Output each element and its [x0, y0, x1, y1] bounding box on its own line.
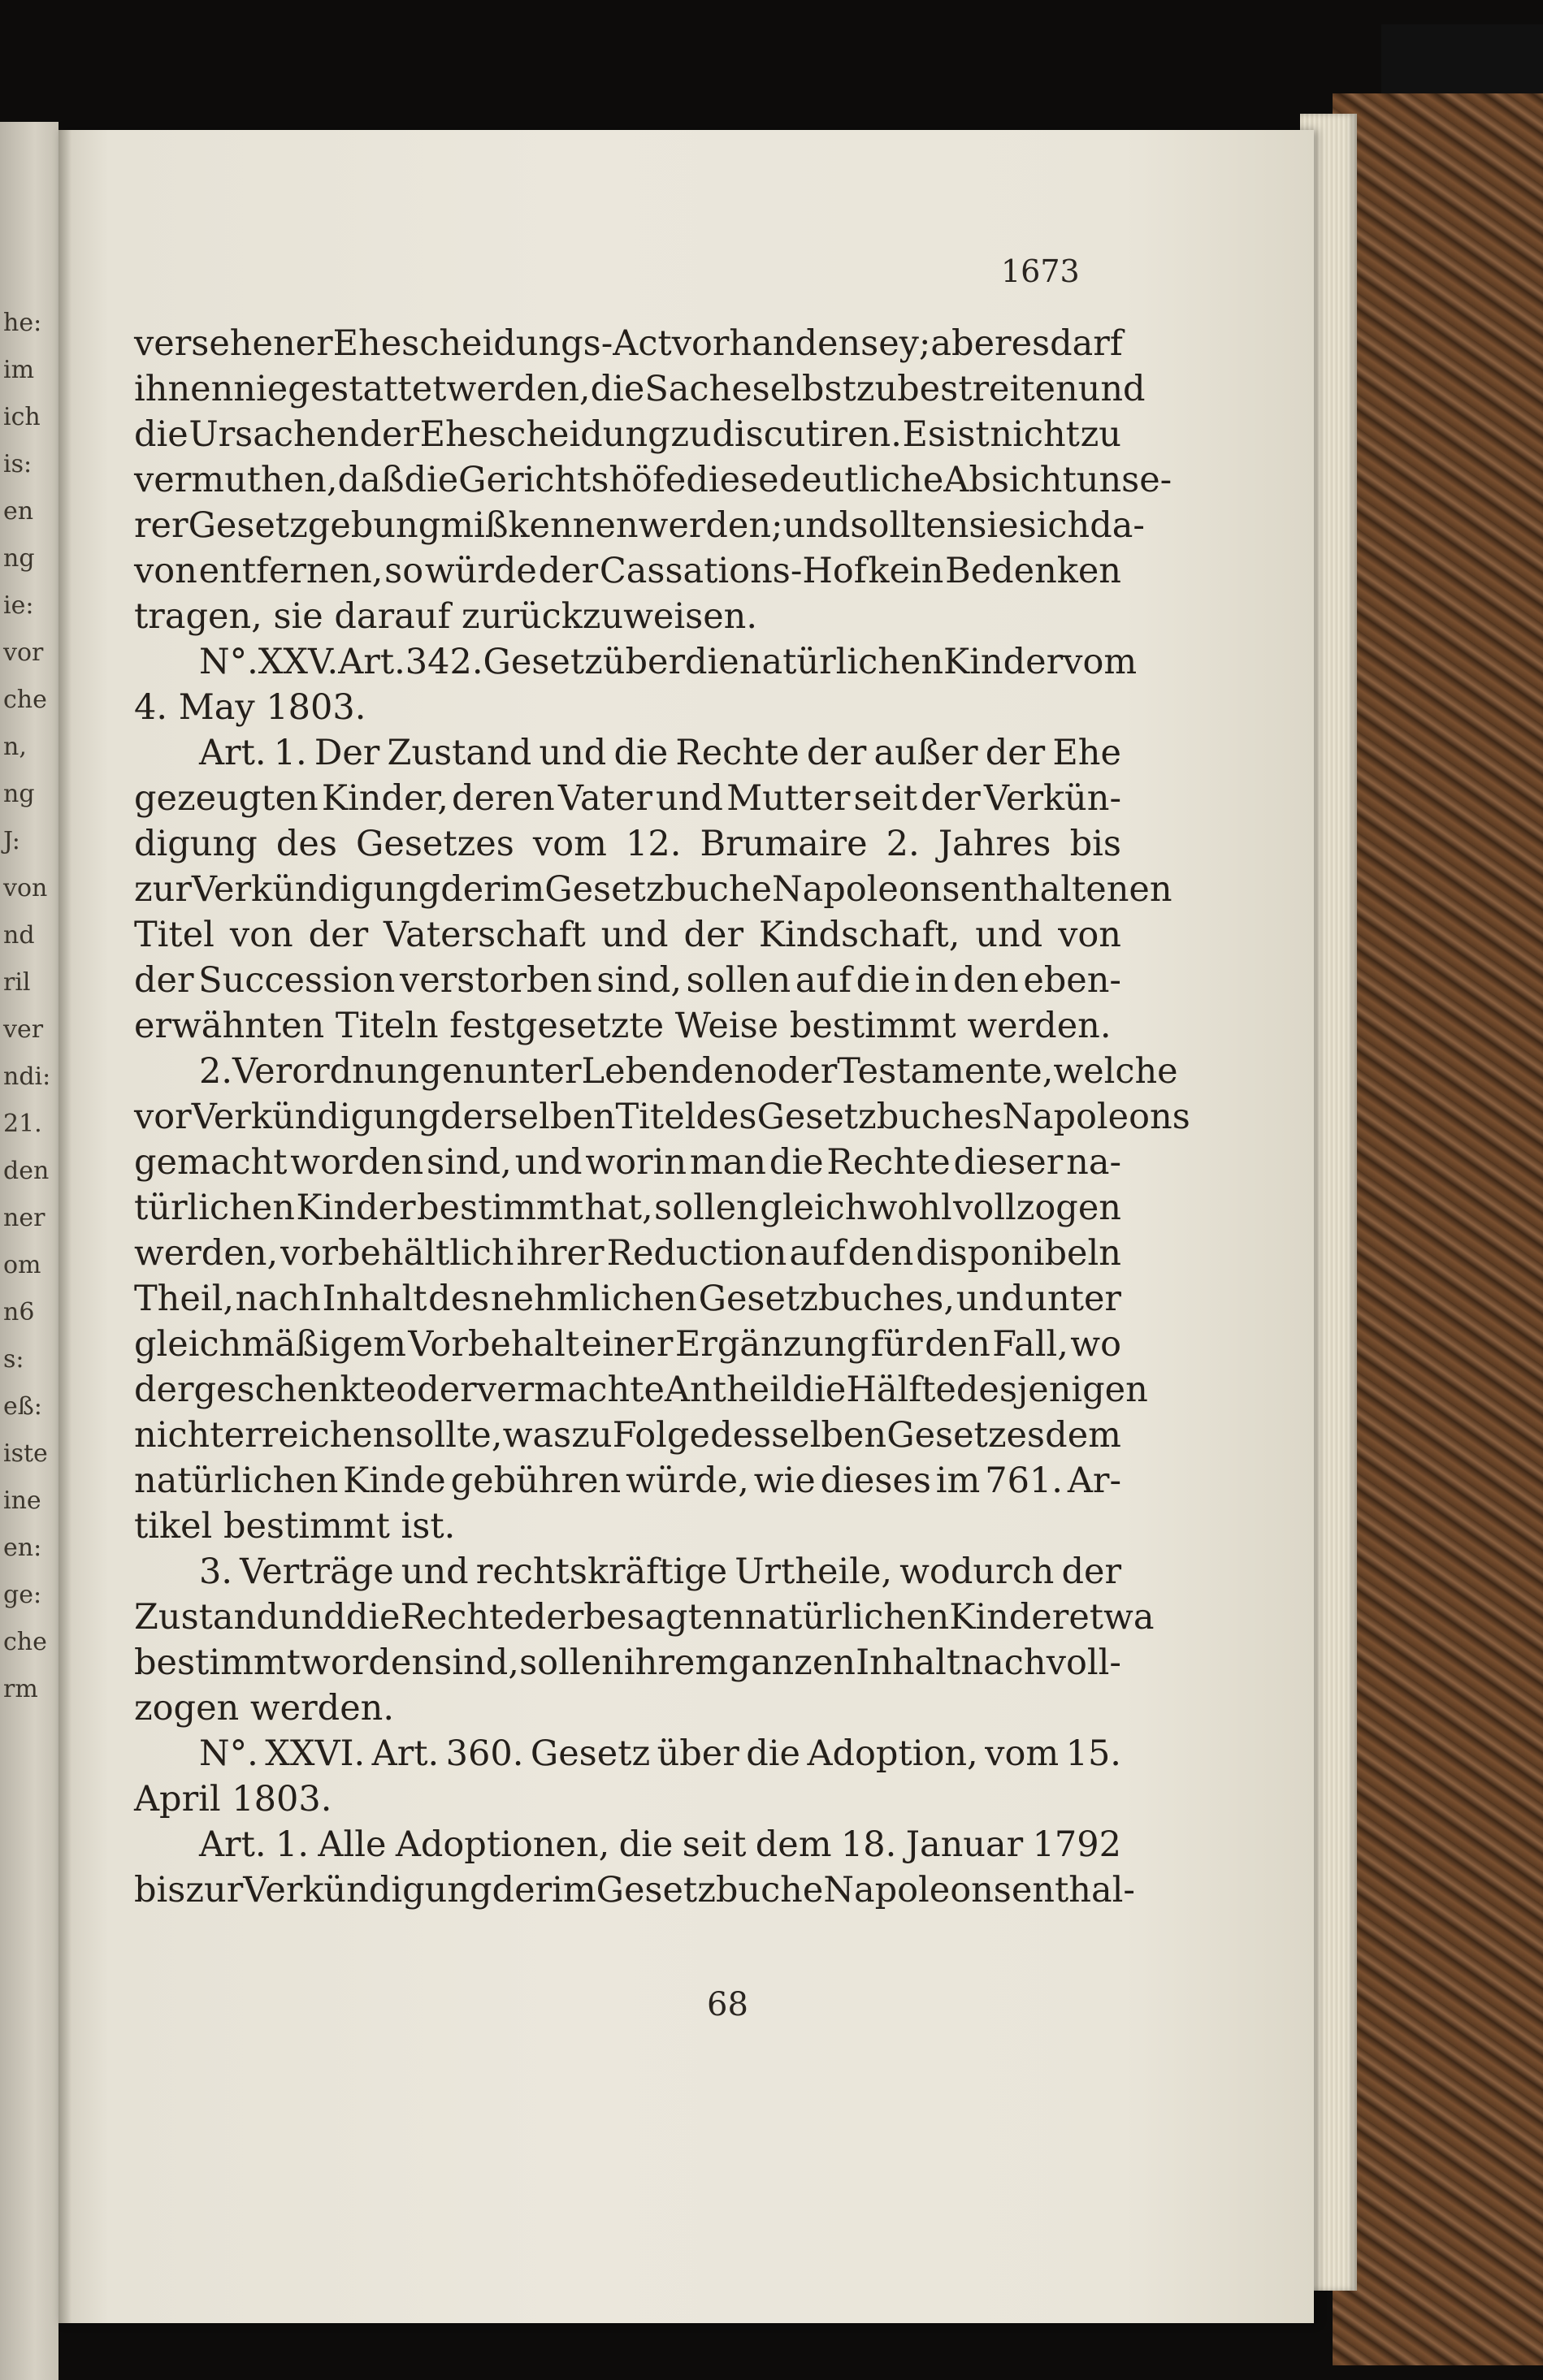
- text-line: vermuthen, daß die Gerichtshöfe diese deutliche Absicht unse-: [134, 460, 1172, 500]
- text-line: rer Gesetzgebung mißkennen werden; und sollten sie sich da-: [134, 505, 1145, 546]
- facing-page-text: ie:: [3, 591, 34, 620]
- facing-page-text: iste: [3, 1439, 48, 1468]
- marbled-cover: [1333, 93, 1543, 2365]
- facing-page-text: im: [3, 356, 35, 384]
- text-line: Zustand und die Rechte der besagten natürlichen Kinder etwa: [134, 1597, 1155, 1638]
- text-line: zur Verkündigung der im Gesetzbuche Napoleons enthaltenen: [134, 869, 1172, 910]
- facing-page-text: is:: [3, 450, 33, 478]
- facing-page-text: che: [3, 1628, 47, 1656]
- facing-page-text: ge:: [3, 1581, 42, 1609]
- page-number: 1673: [1001, 253, 1080, 289]
- text-line: bestimmt worden sind, sollen ihrem ganzen Inhalt nach voll-: [134, 1642, 1121, 1683]
- text-line: von entfernen, so würde der Cassations-Hof kein Bedenken: [134, 551, 1121, 591]
- text-line: vor Verkündigung derselben Titel des Gesetzbuches Napoleons: [134, 1097, 1190, 1137]
- facing-page-fragment: [0, 122, 59, 2380]
- signature-mark: 68: [707, 1986, 748, 2023]
- facing-page-text: J:: [3, 827, 20, 855]
- facing-page-text: en: [3, 497, 34, 526]
- facing-page-text: ich: [3, 403, 41, 431]
- facing-page-text: eß:: [3, 1392, 42, 1421]
- text-line: der Succession verstorben sind, sollen auf die in den eben-: [134, 960, 1121, 1001]
- facing-page-text: ner: [3, 1204, 46, 1232]
- text-line: erwähnten Titeln festgesetzte Weise bestimmt werden.: [134, 1006, 1112, 1046]
- text-line: ihnen nie gestattet werden, die Sache selbst zu bestreiten und: [134, 369, 1146, 409]
- facing-page-text: s:: [3, 1345, 24, 1374]
- facing-page-text: vor: [3, 638, 44, 667]
- facing-page-text: n6: [3, 1298, 35, 1326]
- facing-page-text: nd: [3, 921, 35, 950]
- text-line: Art. 1. Alle Adoptionen, die seit dem 18. Januar 1792: [199, 1824, 1121, 1865]
- text-line: N°. XXV. Art. 342. Gesetz über die natürlichen Kinder vom: [199, 642, 1138, 682]
- text-line: April 1803.: [134, 1779, 332, 1820]
- facing-page-text: rm: [3, 1675, 38, 1703]
- text-line: bis zur Verkündigung der im Gesetzbuche Napoleons enthal-: [134, 1870, 1135, 1910]
- text-line: 2. Verordnungen unter Lebenden oder Testamente, welche: [199, 1051, 1178, 1092]
- facing-page-text: den: [3, 1157, 50, 1185]
- text-line: 3. Verträge und rechtskräftige Urtheile, wodurch der: [199, 1551, 1121, 1592]
- text-line: die Ursachen der Ehescheidung zu discutiren. Es ist nicht zu: [134, 414, 1121, 455]
- text-line: gemacht worden sind, und worin man die Rechte dieser na-: [134, 1142, 1121, 1183]
- text-line: natürlichen Kinde gebühren würde, wie dieses im 761. Ar-: [134, 1460, 1121, 1501]
- facing-page-text: von: [3, 874, 48, 902]
- facing-page-text: ndi:: [3, 1062, 51, 1091]
- facing-page-text: n,: [3, 733, 27, 761]
- facing-page-text: ine: [3, 1486, 41, 1515]
- text-line: tragen, sie darauf zurückzuweisen.: [134, 596, 758, 637]
- text-line: zogen werden.: [134, 1688, 395, 1729]
- facing-page-text: ril: [3, 968, 31, 997]
- text-line: gezeugten Kinder, deren Vater und Mutter seit der Verkün-: [134, 778, 1121, 819]
- facing-page-text: ng: [3, 780, 35, 808]
- text-line: Titel von der Vaterschaft und der Kindschaft, und von: [134, 915, 1121, 955]
- text-line: Theil, nach Inhalt des nehmlichen Gesetzbuches, und unter: [134, 1279, 1121, 1319]
- text-line: gleichmäßigem Vorbehalt einer Ergänzung für den Fall, wo: [134, 1324, 1121, 1365]
- text-line: tikel bestimmt ist.: [134, 1506, 456, 1547]
- text-line: der geschenkte oder vermachte Antheil die Hälfte desjenigen: [134, 1370, 1148, 1410]
- text-line: versehener Ehescheidungs-Act vorhanden sey; aber es darf: [134, 323, 1123, 364]
- text-line: türlichen Kinder bestimmt hat, sollen gleichwohl vollzogen: [134, 1188, 1121, 1228]
- text-line: 4. May 1803.: [134, 687, 366, 728]
- facing-page-text: en:: [3, 1534, 42, 1562]
- facing-page-text: che: [3, 686, 47, 714]
- facing-page-text: he:: [3, 309, 42, 337]
- text-line: N°. XXVI. Art. 360. Gesetz über die Adoption, vom 15.: [199, 1733, 1121, 1774]
- facing-page-text: ver: [3, 1015, 44, 1044]
- body-text: [134, 321, 1190, 1913]
- page-gutter-shadow: [59, 130, 72, 2323]
- facing-page-text: ng: [3, 544, 35, 573]
- text-line: werden, vorbehältlich ihrer Reduction auf den disponibeln: [134, 1233, 1121, 1274]
- text-line: Art. 1. Der Zustand und die Rechte der außer der Ehe: [199, 733, 1121, 773]
- facing-page-text: om: [3, 1251, 41, 1279]
- facing-page-text: 21.: [3, 1110, 42, 1138]
- text-line: nicht erreichen sollte, was zu Folge desselben Gesetzes dem: [134, 1415, 1121, 1456]
- text-line: digung des Gesetzes vom 12. Brumaire 2. Jahres bis: [134, 824, 1121, 864]
